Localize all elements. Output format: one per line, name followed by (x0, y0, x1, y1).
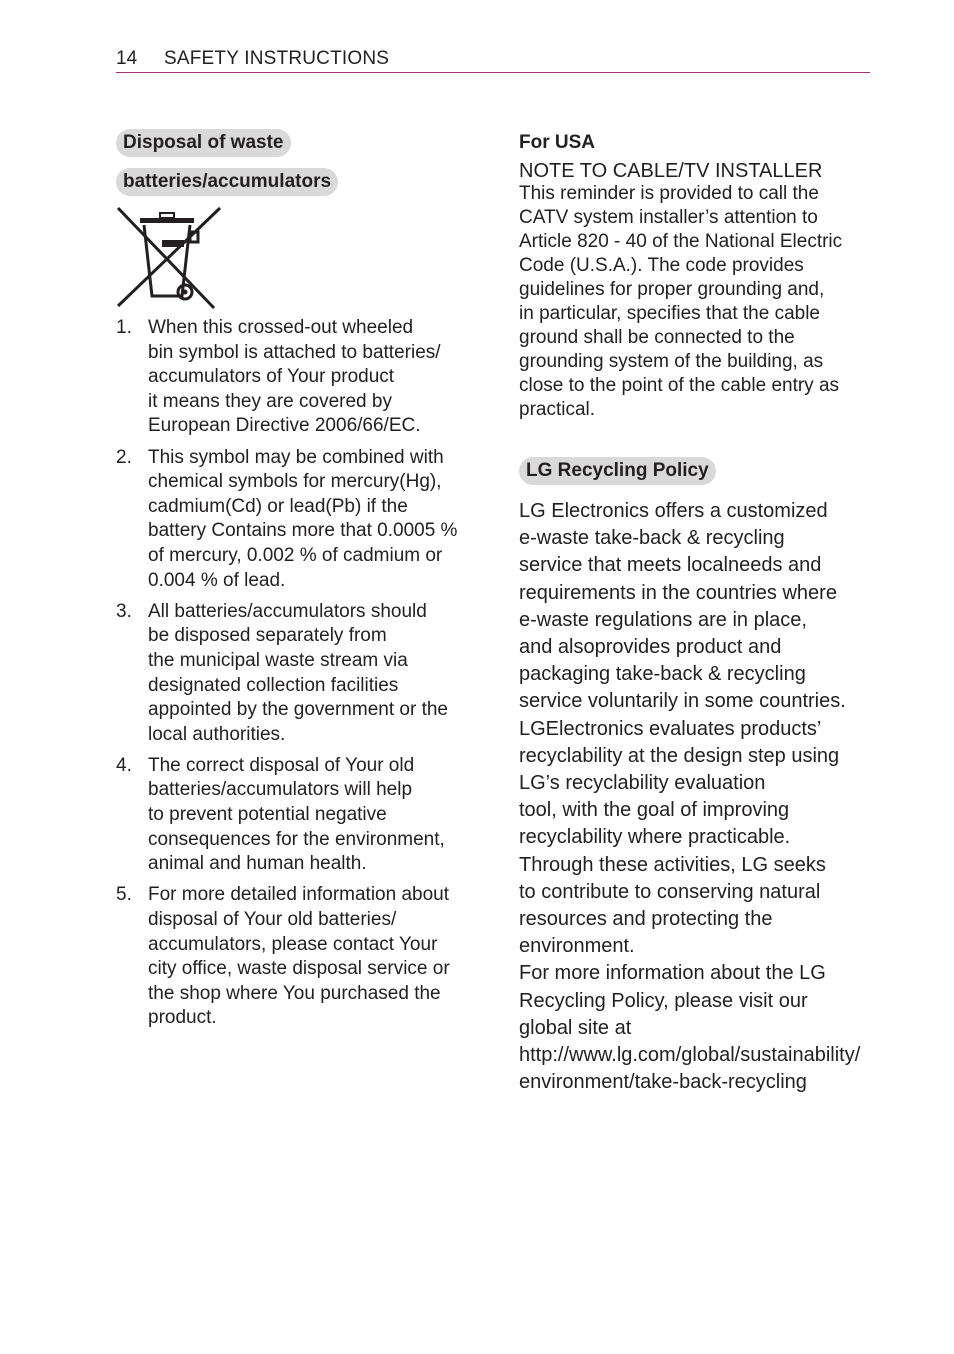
reminder-line: grounding system of the building, as (519, 351, 824, 372)
list-item-line: the shop where You purchased the (148, 982, 441, 1004)
page-number: 14 (116, 48, 138, 69)
recycling-policy-text (519, 498, 860, 1096)
list-item-line: When this crossed-out wheeled (148, 317, 414, 338)
list-item-number: 5. (116, 884, 132, 906)
reminder-line: ground shall be connected to the (519, 327, 795, 348)
list-item-line: product. (148, 1007, 217, 1029)
list-item (116, 754, 476, 877)
recycling-policy-heading: LG Recycling Policy (519, 457, 716, 485)
reminder-line: CATV system installer’s attention to (519, 207, 818, 228)
list-item-line: All batteries/accumulators should (148, 600, 427, 622)
policy-line: service that meets localneeds and (519, 554, 822, 577)
list-item-line: local authorities. (148, 723, 286, 745)
policy-line: to contribute to conserving natural (519, 880, 821, 903)
policy-line: tool, with the goal of improving (519, 799, 790, 822)
list-item-line: bin symbol is attached to batteries/ (148, 341, 441, 363)
policy-line: and alsoprovides product and (519, 636, 782, 659)
list-item-line: For more detailed information about (148, 884, 449, 906)
policy-line: Through these activities, LG seeks (519, 853, 826, 876)
list-item-line: animal and human health. (148, 853, 367, 875)
policy-line: LGElectronics evaluates products’ (519, 717, 822, 740)
policy-line: recyclability where practicable. (519, 826, 791, 849)
section-title: SAFETY INSTRUCTIONS (164, 48, 390, 69)
policy-line: Recycling Policy, please visit our (519, 989, 808, 1012)
list-item-number: 1. (116, 317, 132, 338)
list-item-line: This symbol may be combined with (148, 446, 444, 468)
policy-line: requirements in the countries where (519, 581, 837, 604)
list-item-line: to prevent potential negative (148, 804, 387, 826)
policy-line: global site at (519, 1016, 632, 1039)
list-item-line: the municipal waste stream via (148, 649, 408, 671)
list-item-line: consequences for the environment, (148, 828, 445, 850)
list-item-number: 2. (116, 446, 132, 468)
reminder-line: This reminder is provided to call the (519, 183, 819, 204)
policy-line: For more information about the LG (519, 962, 826, 985)
policy-line: environment. (519, 935, 635, 958)
policy-line: e-waste regulations are in place, (519, 608, 807, 631)
for-usa-heading: For USA (519, 132, 595, 153)
list-item-line: appointed by the government or the (148, 699, 448, 721)
reminder-line: Article 820 - 40 of the National Electric (519, 231, 843, 252)
sustainability-url-line2: environment/take-back-recycling (519, 1071, 807, 1094)
list-item-line: chemical symbols for mercury(Hg), (148, 471, 442, 493)
reminder-line: Code (U.S.A.). The code provides (519, 255, 804, 276)
list-item-line: it means they are covered by (148, 390, 392, 412)
disposal-heading-line2: batteries/accumulators (116, 168, 338, 196)
list-item-number: 4. (116, 754, 132, 776)
list-item-line: 0.004 % of lead. (148, 569, 286, 591)
list-item-line: accumulators of Your product (148, 366, 395, 388)
list-item (116, 446, 476, 594)
list-item-line: city office, waste disposal service or (148, 958, 450, 980)
list-item-line: accumulators, please contact Your (148, 933, 438, 955)
sustainability-url-line1: http://www.lg.com/global/sustainability/ (519, 1044, 861, 1067)
reminder-line: practical. (519, 399, 596, 420)
policy-line: LG’s recyclability evaluation (519, 772, 766, 795)
disposal-heading-line1: Disposal of waste (116, 129, 291, 157)
list-item-line: designated collection facilities (148, 674, 399, 696)
policy-line: recyclability at the design step using (519, 744, 840, 767)
reminder-line: guidelines for proper grounding and, (519, 279, 825, 300)
list-item-line: disposal of Your old batteries/ (148, 909, 397, 931)
page-header (116, 46, 870, 73)
installer-note-heading: NOTE TO CABLE/TV INSTALLER (519, 160, 823, 182)
crossed-out-wheeled-bin-icon (116, 206, 222, 310)
policy-line: LG Electronics offers a customized (519, 500, 828, 522)
installer-reminder-text (519, 182, 842, 422)
list-item-line: European Directive 2006/66/EC. (148, 415, 421, 437)
list-item (116, 316, 476, 439)
list-item-line: battery Contains more that 0.0005 % (148, 520, 458, 542)
list-item-line: of mercury, 0.002 % of cadmium or (148, 544, 443, 566)
policy-line: packaging take-back & recycling (519, 663, 806, 686)
reminder-line: in particular, specifies that the cable (519, 303, 821, 324)
list-item-line: cadmium(Cd) or lead(Pb) if the (148, 495, 408, 517)
list-item (116, 883, 476, 1031)
policy-line: resources and protecting the (519, 908, 773, 931)
list-item-number: 3. (116, 600, 132, 622)
list-item-line: The correct disposal of Your old (148, 754, 415, 776)
list-item-line: batteries/accumulators will help (148, 779, 413, 801)
policy-line: service voluntarily in some countries. (519, 690, 846, 713)
list-item (116, 600, 476, 748)
reminder-line: close to the point of the cable entry as (519, 375, 840, 396)
policy-line: e-waste take-back & recycling (519, 527, 785, 550)
disposal-list (116, 316, 476, 1038)
list-item-line: be disposed separately from (148, 625, 387, 647)
